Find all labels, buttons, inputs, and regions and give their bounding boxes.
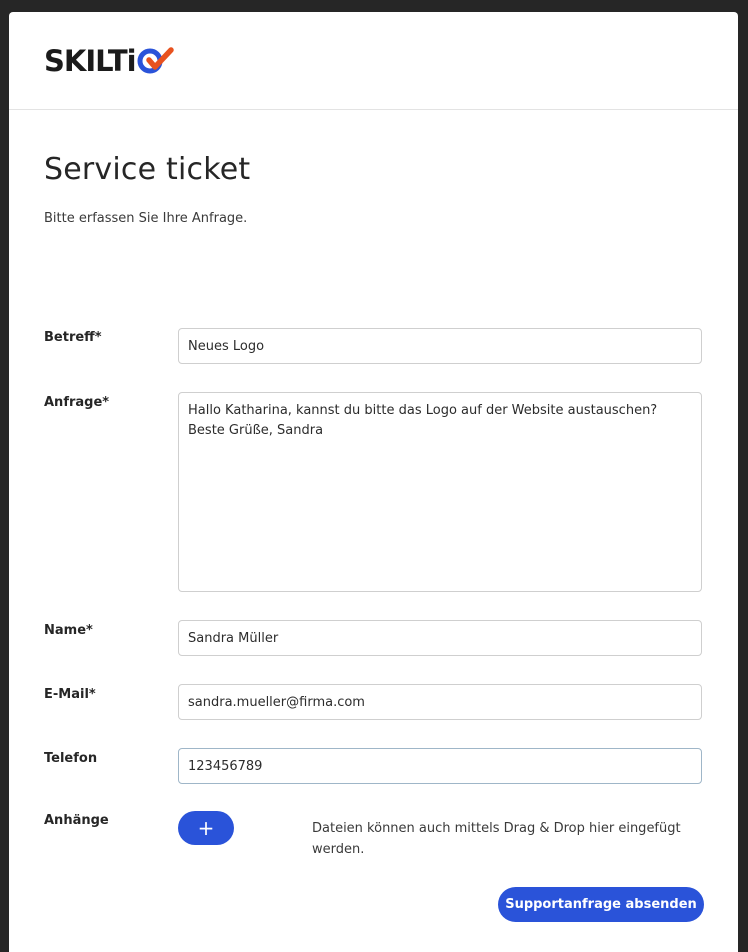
service-ticket-card bbox=[9, 12, 738, 952]
subject-input[interactable] bbox=[178, 328, 702, 364]
phone-label: Telefon bbox=[44, 751, 98, 766]
page-subtitle: Bitte erfassen Sie Ihre Anfrage. bbox=[44, 211, 248, 226]
request-label: Anfrage* bbox=[44, 395, 110, 410]
page-header bbox=[9, 12, 738, 110]
phone-input[interactable] bbox=[178, 748, 702, 784]
request-textarea[interactable] bbox=[178, 392, 702, 592]
logo-text: SKILTi bbox=[44, 44, 136, 78]
attachments-label: Anhänge bbox=[44, 813, 109, 828]
subject-label: Betreff* bbox=[44, 330, 102, 345]
drag-drop-hint: Dateien können auch mittels Drag & Drop hier eingefügt werden. bbox=[312, 821, 681, 857]
name-input[interactable] bbox=[178, 620, 702, 656]
email-label: E-Mail* bbox=[44, 687, 96, 702]
add-attachment-button[interactable]: + bbox=[178, 811, 234, 845]
logo-q-check-icon bbox=[137, 46, 177, 76]
page-title: Service ticket bbox=[44, 152, 251, 187]
name-label: Name* bbox=[44, 623, 93, 638]
skiltiq-logo bbox=[44, 46, 177, 76]
email-input[interactable] bbox=[178, 684, 702, 720]
submit-request-button[interactable]: Supportanfrage absenden bbox=[498, 887, 704, 922]
